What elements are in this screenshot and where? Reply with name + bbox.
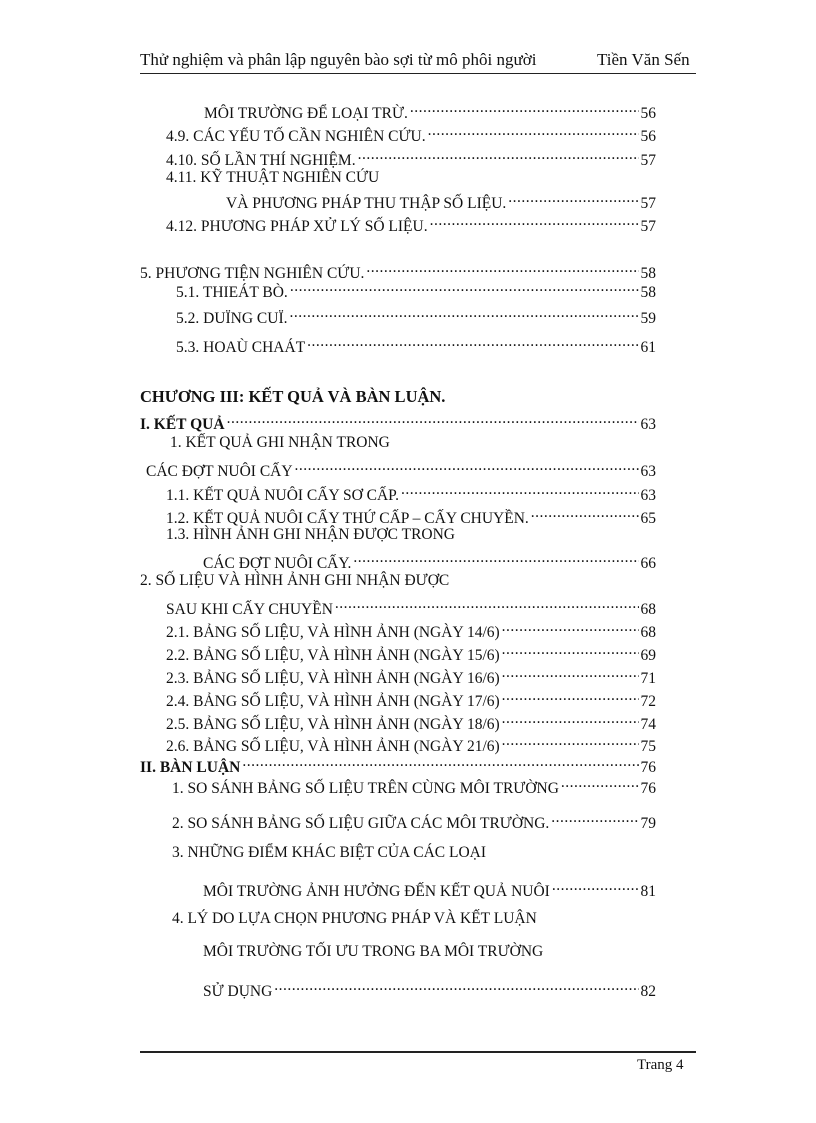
toc-entry: 2. SỐ LIỆU VÀ HÌNH ẢNH GHI NHẬN ĐƯỢC bbox=[140, 572, 450, 589]
toc-entry: 2.2. BẢNG SỐ LIỆU, VÀ HÌNH ẢNH (NGÀY 15/6) ..... 69 bbox=[166, 640, 656, 660]
toc-entry: 2.1. BẢNG SỐ LIỆU, VÀ HÌNH ẢNH (NGÀY 14/6) ..... 68 bbox=[166, 617, 656, 637]
toc-entry: 1.1. KẾT QUẢ NUÔI CẤY SƠ CẤP. ..... 63 bbox=[166, 480, 656, 500]
toc-entry: 4.9. CÁC YẾU TỐ CẦN NGHIÊN CỨU. ..... 56 bbox=[166, 121, 656, 141]
toc-entry: 4.12. PHƯƠNG PHÁP XỬ LÝ SỐ LIỆU. ..... 57 bbox=[166, 211, 656, 231]
toc-entry: MÔI TRƯỜNG ẢNH HƯỞNG ĐẾN KẾT QUẢ NUÔI ..... 81 bbox=[203, 876, 656, 896]
toc-entry: 5.1. THIEÁT BÒ. ..... 58 bbox=[176, 277, 656, 297]
toc-entry: 1. SO SÁNH BẢNG SỐ LIỆU TRÊN CÙNG MÔI TRƯỜNG ..... 76 bbox=[172, 773, 656, 793]
toc-entry: 4. LÝ DO LỰA CHỌN PHƯƠNG PHÁP VÀ KẾT LUẬN bbox=[172, 910, 537, 927]
toc-entry: CÁC ĐỢT NUÔI CẤY ..... 63 bbox=[146, 456, 656, 476]
toc-entry: 1.3. HÌNH ẢNH GHI NHẬN ĐƯỢC TRONG bbox=[166, 526, 456, 543]
toc-entry: 1. KẾT QUẢ GHI NHẬN TRONG bbox=[170, 434, 390, 451]
toc-entry: 5.2. DUÏNG CUÏ. ..... 59 bbox=[176, 303, 656, 323]
toc-entry: VÀ PHƯƠNG PHÁP THU THẬP SỐ LIỆU. ..... 57 bbox=[226, 188, 656, 208]
toc-entry: MÔI TRƯỜNG ĐỂ LOẠI TRỪ. ..... 56 bbox=[204, 98, 656, 118]
section-heading: II. BÀN LUẬN ..... 76 bbox=[140, 752, 656, 772]
toc-entry: 5. PHƯƠNG TIỆN NGHIÊN CỨU. ..... 58 bbox=[140, 258, 656, 278]
toc-entry: MÔI TRƯỜNG TỐI ƯU TRONG BA MÔI TRƯỜNG bbox=[203, 943, 544, 960]
footer-rule bbox=[140, 1051, 696, 1053]
chapter-heading: CHƯƠNG III: KẾT QUẢ VÀ BÀN LUẬN. bbox=[140, 387, 446, 406]
toc-entry: 2.4. BẢNG SỐ LIỆU, VÀ HÌNH ẢNH (NGÀY 17/6) ..... 72 bbox=[166, 686, 656, 706]
header-rule bbox=[140, 73, 696, 74]
toc-entry: 3. NHỮNG ĐIỂM KHÁC BIỆT CỦA CÁC LOẠI bbox=[172, 844, 486, 861]
toc-entry: 2. SO SÁNH BẢNG SỐ LIỆU GIỮA CÁC MÔI TRƯỜNG. ..... 79 bbox=[172, 808, 656, 828]
toc-entry: CÁC ĐỢT NUÔI CẤY. ..... 66 bbox=[203, 548, 656, 568]
page-header-author: Tiền Văn Sến bbox=[597, 50, 690, 69]
page-header-title: Thử nghiệm và phân lập nguyên bào sợi từ mô phôi người bbox=[140, 50, 537, 69]
toc-entry: SỬ DỤNG ..... 82 bbox=[203, 976, 656, 996]
toc-entry: 5.3. HOAÙ CHAÁT ..... 61 bbox=[176, 332, 656, 352]
section-heading: I. KẾT QUẢ ..... 63 bbox=[140, 409, 656, 429]
page-number: Trang 4 bbox=[637, 1057, 684, 1073]
toc-entry: 4.10. SỐ LẦN THÍ NGHIỆM. ..... 57 bbox=[166, 145, 656, 165]
toc-entry: 1.2. KẾT QUẢ NUÔI CẤY THỨ CẤP – CẤY CHUYỀN. ..... 65 bbox=[166, 503, 656, 523]
toc-entry: 2.5. BẢNG SỐ LIỆU, VÀ HÌNH ẢNH (NGÀY 18/6) ..... 74 bbox=[166, 709, 656, 729]
toc-entry: 2.6. BẢNG SỐ LIỆU, VÀ HÌNH ẢNH (NGÀY 21/6) ..... 75 bbox=[166, 731, 656, 751]
toc-entry: 2.3. BẢNG SỐ LIỆU, VÀ HÌNH ẢNH (NGÀY 16/6) ..... 71 bbox=[166, 663, 656, 683]
toc-entry: SAU KHI CẤY CHUYỀN ..... 68 bbox=[166, 594, 656, 614]
toc-entry: 4.11. KỸ THUẬT NGHIÊN CỨU bbox=[166, 169, 380, 186]
